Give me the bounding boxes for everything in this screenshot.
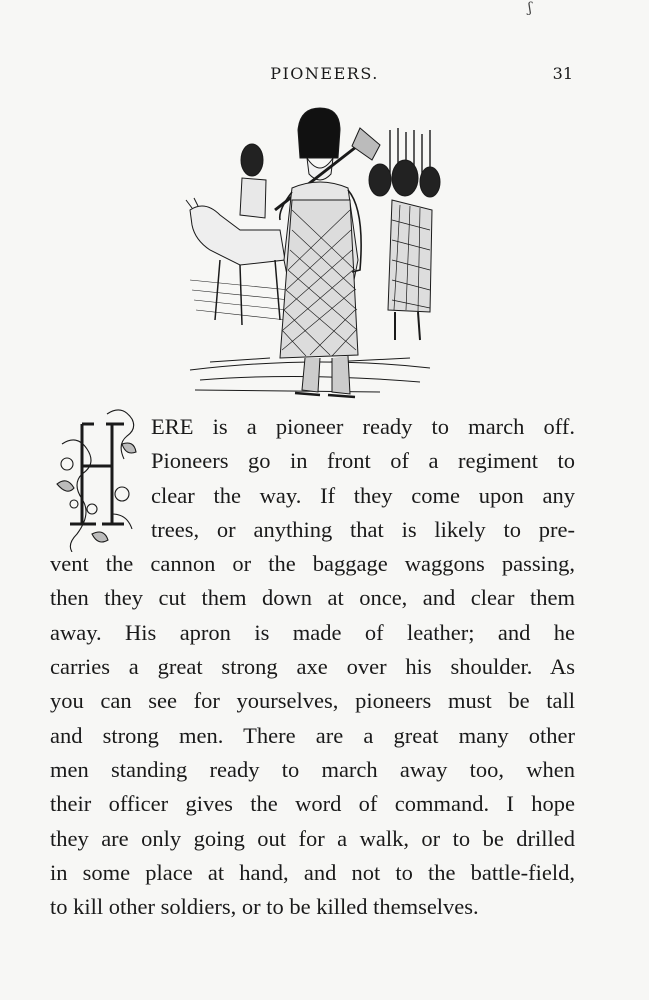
- pioneer-illustration: [180, 100, 450, 405]
- text-line: then they cut them down at once, and clear them: [50, 585, 575, 611]
- text-line: you can see for yourselves, pioneers must be tall: [50, 688, 575, 714]
- text-line: Pioneers go in front of a regiment to: [151, 448, 575, 474]
- text-line: to kill other soldiers, or to be killed themselves.: [50, 894, 479, 920]
- text-line: and strong men. There are a great many other: [50, 722, 575, 748]
- text-line: away. His apron is made of leather; and he: [50, 619, 575, 645]
- running-title: PIONEERS.: [270, 64, 379, 83]
- text-line: clear the way. If they come upon any: [151, 482, 575, 508]
- text-line: trees, or anything that is likely to pre-: [151, 516, 575, 542]
- text-line: vent the cannon or the baggage waggons passing,: [50, 551, 575, 577]
- text-line: carries a great strong axe over his shoulder. As: [50, 654, 575, 680]
- text-line: they are only going out for a walk, or to be drilled: [50, 825, 575, 851]
- corner-mark: ʃ: [528, 0, 532, 16]
- body-text: [50, 410, 575, 924]
- page-number: 31: [552, 64, 573, 83]
- text-line: their officer gives the word of command. I hope: [50, 791, 575, 817]
- text-line: men standing ready to march away too, when: [50, 756, 575, 782]
- text-line: ERE is a pioneer ready to march off.: [151, 414, 575, 439]
- text-line: in some place at hand, and not to the battle-field,: [50, 859, 575, 885]
